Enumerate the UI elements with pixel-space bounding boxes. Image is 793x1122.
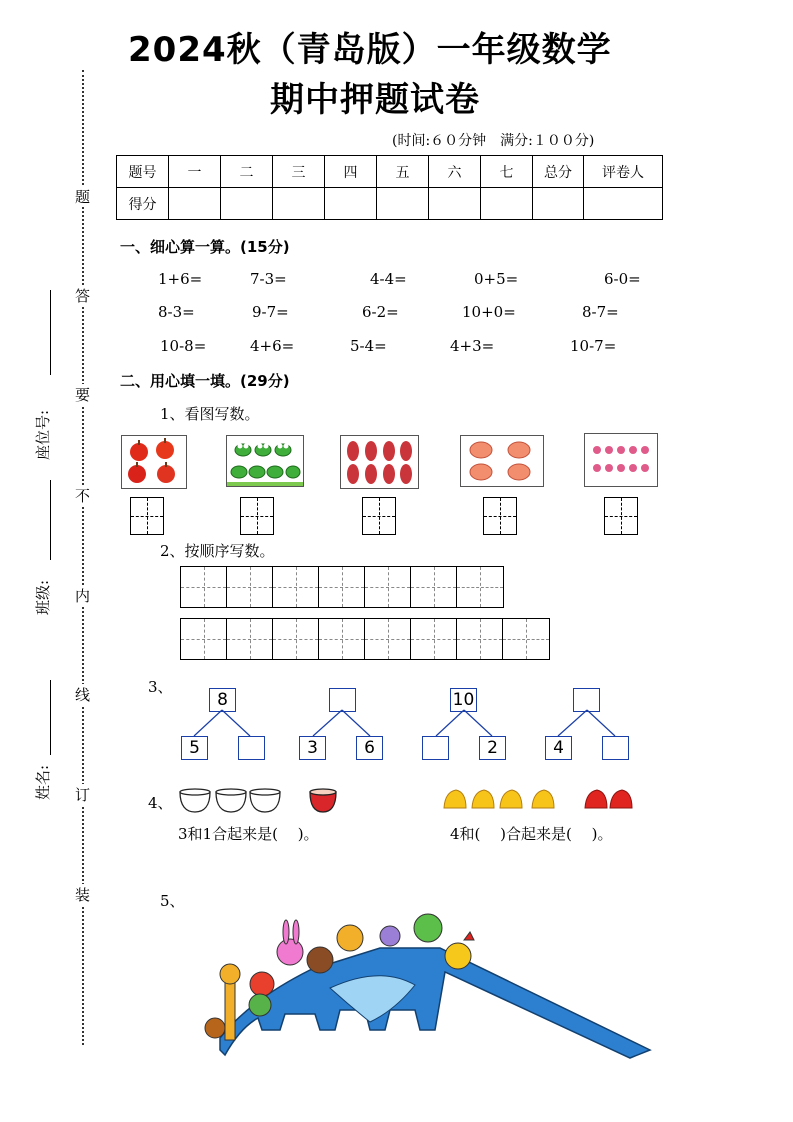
class-label: 班级: [34,579,52,615]
bond-left[interactable]: 5 [181,736,208,760]
bond-right[interactable]: 6 [356,736,383,760]
bond-top[interactable]: 10 [450,688,477,712]
bowls-icon [178,784,338,818]
equation: 0+5= [474,270,519,288]
score-cell: 评卷人 [584,156,663,188]
score-cell: 四 [325,156,377,188]
equation: 1+6= [158,270,203,288]
bond-left[interactable] [422,736,449,760]
question-4-label: 4、 [148,794,173,812]
equation: 8-3= [158,303,195,321]
score-cell: 五 [377,156,429,188]
question-5-label: 5、 [160,892,185,910]
binding-char: 要 [75,386,91,404]
binding-char: 线 [75,686,91,704]
bond-top[interactable] [329,688,356,712]
question-1-label: 1、看图写数。 [160,405,260,423]
equation: 8-7= [582,303,619,321]
question-2-label: 2、按顺序写数。 [160,542,275,560]
score-cell: 总分 [533,156,584,188]
equation: 6-0= [604,270,641,288]
question-4-text-b: 4和( )合起来是( )。 [450,825,613,843]
title-line-2: 期中押题试卷 [270,80,480,120]
equation: 4+3= [450,337,495,355]
score-cell: 六 [429,156,481,188]
name-label: 姓名: [34,764,52,800]
bond-top[interactable]: 8 [209,688,236,712]
seat-label: 座位号: [34,409,52,460]
bond-left[interactable]: 4 [545,736,572,760]
binding-char: 答 [75,287,91,305]
bond-right[interactable]: 2 [479,736,506,760]
question-4-text-a: 3和1合起来是( )。 [178,825,319,843]
score-cell: 一 [169,156,221,188]
equation: 9-7= [252,303,289,321]
chicks-icon [440,784,640,814]
bond-top[interactable] [573,688,600,712]
binding-char: 装 [75,886,91,904]
binding-char: 订 [75,786,91,804]
equation: 10+0= [462,303,516,321]
binding-char: 题 [75,188,91,206]
score-cell: 三 [273,156,325,188]
equation: 10-7= [570,337,617,355]
equation: 4+6= [250,337,295,355]
section-1-heading: 一、细心算一算。(15分) [120,238,290,256]
equation: 10-8= [160,337,207,355]
binding-char: 内 [75,587,91,605]
exam-meta: (时间:６０分钟 满分:１００分) [392,133,595,149]
equation: 4-4= [370,270,407,288]
equation: 7-3= [250,270,287,288]
equation: 6-2= [362,303,399,321]
bond-left[interactable]: 3 [299,736,326,760]
title-line-1: 2024秋（青岛版）一年级数学 [128,30,612,70]
question-3-label: 3、 [148,678,173,696]
score-row-label: 得分 [117,188,169,220]
score-cell: 二 [221,156,273,188]
score-cell: 七 [481,156,533,188]
section-2-heading: 二、用心填一填。(29分) [120,372,290,390]
binding-char: 不 [75,487,91,505]
bond-right[interactable] [602,736,629,760]
equation: 5-4= [350,337,387,355]
slide-with-animals-illustration [190,910,660,1065]
score-cell: 题号 [117,156,169,188]
bond-right[interactable] [238,736,265,760]
